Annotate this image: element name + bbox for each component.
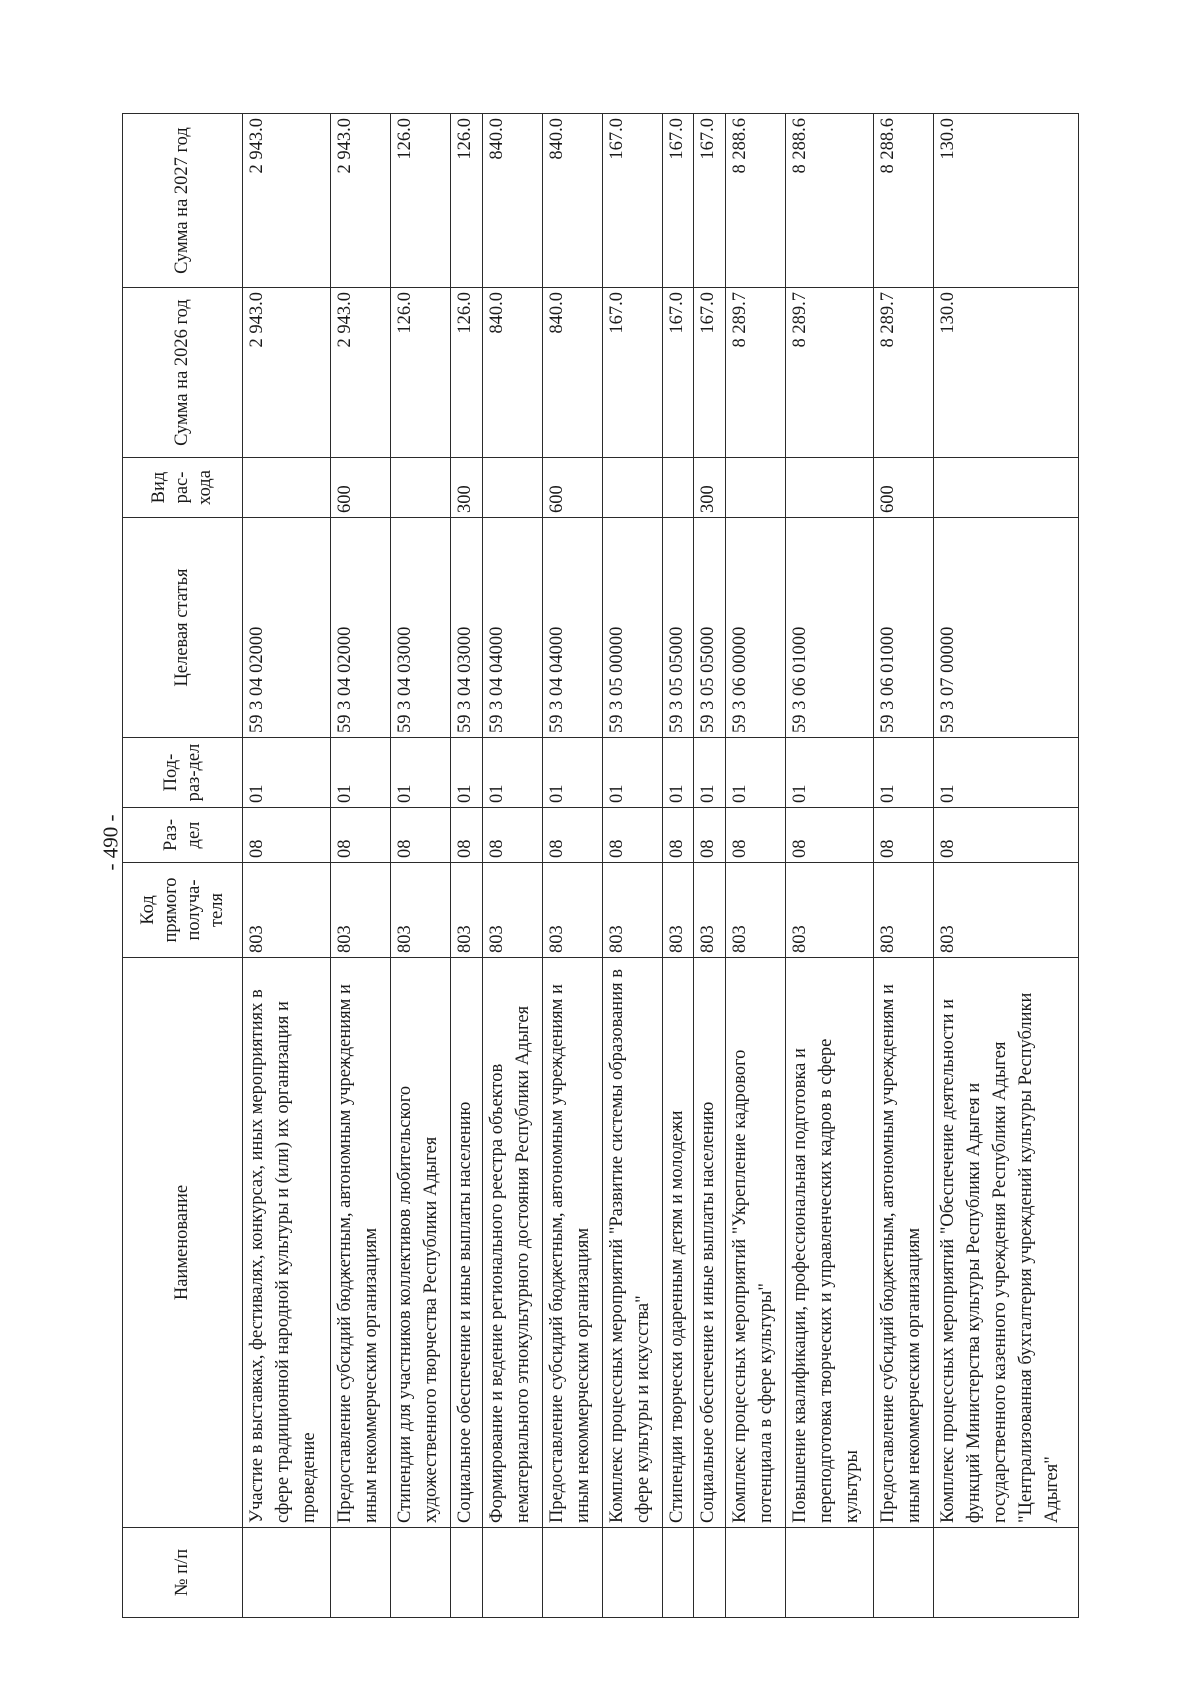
cell-subsection: 01 [873,738,933,808]
cell-target-item: 59 3 04 03000 [391,518,451,738]
cell-sum-2027: 130.0 [933,114,1078,288]
cell-recipient-code: 803 [451,863,483,958]
cell-sum-2026: 167.0 [602,288,662,458]
header-name: Наименование [123,958,243,1528]
cell-number [482,1528,542,1618]
cell-section: 08 [602,808,662,863]
cell-sum-2027: 840.0 [482,114,542,288]
cell-section: 08 [451,808,483,863]
cell-sum-2027: 8 288.6 [725,114,785,288]
cell-name: Повышение квалификации, профессиональная подготовка и переподготовка творческих и управленческих кадров в сфере культуры [785,958,873,1528]
table-row [694,114,726,1618]
cell-target-item: 59 3 06 00000 [725,518,785,738]
header-number: № п/п [123,1528,243,1618]
table-row [391,114,451,1618]
cell-number [933,1528,1078,1618]
table-row [482,114,542,1618]
cell-expense-type: 300 [451,458,483,518]
cell-name: Предоставление субсидий бюджетным, автономным учреждениям и иным некоммерческим организациям [331,958,391,1528]
cell-sum-2027: 126.0 [391,114,451,288]
cell-recipient-code: 803 [694,863,726,958]
cell-sum-2026: 167.0 [694,288,726,458]
cell-sum-2027: 8 288.6 [873,114,933,288]
header-section: Раз-дел [123,808,243,863]
table-row [725,114,785,1618]
cell-section: 08 [933,808,1078,863]
cell-subsection: 01 [933,738,1078,808]
header-sum-2027: Сумма на 2027 год [123,114,243,288]
cell-sum-2027: 840.0 [542,114,602,288]
cell-number [331,1528,391,1618]
cell-sum-2026: 2 943.0 [243,288,331,458]
cell-target-item: 59 3 05 05000 [694,518,726,738]
cell-name: Комплекс процессных мероприятий "Обеспечение деятельности и функций Министерства культуры Республики Адыгея и государственного казенного учреждения Республики Адыгея "Централизованная бухгалтерия учреждений культуры Республики Адыгея" [933,958,1078,1528]
cell-sum-2026: 2 943.0 [331,288,391,458]
cell-sum-2027: 126.0 [451,114,483,288]
cell-sum-2026: 840.0 [542,288,602,458]
cell-subsection: 01 [482,738,542,808]
cell-recipient-code: 803 [602,863,662,958]
header-recipient-code: Код прямого получа-теля [123,863,243,958]
cell-subsection: 01 [243,738,331,808]
cell-recipient-code: 803 [243,863,331,958]
cell-sum-2027: 2 943.0 [331,114,391,288]
cell-target-item: 59 3 07 00000 [933,518,1078,738]
cell-recipient-code: 803 [331,863,391,958]
cell-expense-type [725,458,785,518]
cell-expense-type [662,458,694,518]
cell-section: 08 [662,808,694,863]
cell-expense-type [933,458,1078,518]
cell-section: 08 [331,808,391,863]
cell-expense-type [785,458,873,518]
cell-sum-2026: 8 289.7 [785,288,873,458]
cell-name: Предоставление субсидий бюджетным, автономным учреждениям и иным некоммерческим организациям [542,958,602,1528]
cell-recipient-code: 803 [785,863,873,958]
cell-name: Социальное обеспечение и иные выплаты населению [694,958,726,1528]
cell-target-item: 59 3 06 01000 [785,518,873,738]
table-row [785,114,873,1618]
table-row [243,114,331,1618]
table-header-row [123,114,243,1618]
cell-expense-type [243,458,331,518]
cell-target-item: 59 3 04 04000 [542,518,602,738]
cell-section: 08 [391,808,451,863]
cell-target-item: 59 3 05 00000 [602,518,662,738]
cell-subsection: 01 [331,738,391,808]
cell-expense-type [391,458,451,518]
cell-sum-2027: 167.0 [662,114,694,288]
cell-recipient-code: 803 [662,863,694,958]
table-row [542,114,602,1618]
cell-target-item: 59 3 04 04000 [482,518,542,738]
cell-name: Комплекс процессных мероприятий "Укрепление кадрового потенциала в сфере культуры" [725,958,785,1528]
cell-number [391,1528,451,1618]
cell-recipient-code: 803 [482,863,542,958]
cell-section: 08 [873,808,933,863]
header-expense-type: Вид рас-хода [123,458,243,518]
cell-recipient-code: 803 [542,863,602,958]
cell-name: Стипендии для участников коллективов любительского художественного творчества Республики Адыгея [391,958,451,1528]
cell-number [873,1528,933,1618]
cell-subsection: 01 [602,738,662,808]
cell-name: Стипендии творчески одаренным детям и молодежи [662,958,694,1528]
cell-number [725,1528,785,1618]
cell-section: 08 [482,808,542,863]
cell-number [694,1528,726,1618]
table-row [331,114,391,1618]
header-subsection: Под-раз-дел [123,738,243,808]
cell-section: 08 [725,808,785,863]
cell-section: 08 [243,808,331,863]
cell-sum-2026: 8 289.7 [873,288,933,458]
cell-number [602,1528,662,1618]
cell-sum-2026: 130.0 [933,288,1078,458]
table-row [602,114,662,1618]
cell-name: Формирование и ведение регионального реестра объектов нематериального этнокультурного достояния Республики Адыгея [482,958,542,1528]
header-target-item: Целевая статья [123,518,243,738]
budget-table [122,113,1079,1618]
cell-recipient-code: 803 [933,863,1078,958]
table-row [933,114,1078,1618]
cell-subsection: 01 [785,738,873,808]
cell-expense-type: 300 [694,458,726,518]
cell-recipient-code: 803 [391,863,451,958]
cell-target-item: 59 3 05 05000 [662,518,694,738]
cell-sum-2027: 8 288.6 [785,114,873,288]
cell-name: Комплекс процессных мероприятий "Развитие системы образования в сфере культуры и искусства" [602,958,662,1528]
table-row [662,114,694,1618]
cell-number [785,1528,873,1618]
cell-sum-2027: 167.0 [694,114,726,288]
cell-expense-type: 600 [331,458,391,518]
cell-name: Участие в выставках, фестивалях, конкурсах, иных мероприятиях в сфере традиционной народной культуры и (или) их организация и проведение [243,958,331,1528]
cell-name: Социальное обеспечение и иные выплаты населению [451,958,483,1528]
cell-subsection: 01 [725,738,785,808]
cell-subsection: 01 [662,738,694,808]
cell-expense-type: 600 [873,458,933,518]
cell-recipient-code: 803 [725,863,785,958]
cell-number [451,1528,483,1618]
table-row [873,114,933,1618]
cell-sum-2026: 126.0 [391,288,451,458]
cell-sum-2027: 167.0 [602,114,662,288]
cell-target-item: 59 3 04 02000 [331,518,391,738]
table-row [451,114,483,1618]
cell-expense-type: 600 [542,458,602,518]
cell-number [243,1528,331,1618]
budget-table-rotated [122,114,1079,1618]
cell-expense-type [602,458,662,518]
cell-target-item: 59 3 04 02000 [243,518,331,738]
cell-target-item: 59 3 06 01000 [873,518,933,738]
cell-number [542,1528,602,1618]
cell-recipient-code: 803 [873,863,933,958]
cell-expense-type [482,458,542,518]
cell-sum-2027: 2 943.0 [243,114,331,288]
cell-section: 08 [542,808,602,863]
cell-subsection: 01 [451,738,483,808]
cell-subsection: 01 [542,738,602,808]
page-number: - 490 - [98,814,123,871]
cell-subsection: 01 [391,738,451,808]
cell-name: Предоставление субсидий бюджетным, автономным учреждениям и иным некоммерческим организациям [873,958,933,1528]
header-sum-2026: Сумма на 2026 год [123,288,243,458]
cell-target-item: 59 3 04 03000 [451,518,483,738]
cell-section: 08 [785,808,873,863]
cell-section: 08 [694,808,726,863]
cell-sum-2026: 8 289.7 [725,288,785,458]
cell-sum-2026: 167.0 [662,288,694,458]
cell-sum-2026: 126.0 [451,288,483,458]
cell-subsection: 01 [694,738,726,808]
cell-sum-2026: 840.0 [482,288,542,458]
cell-number [662,1528,694,1618]
